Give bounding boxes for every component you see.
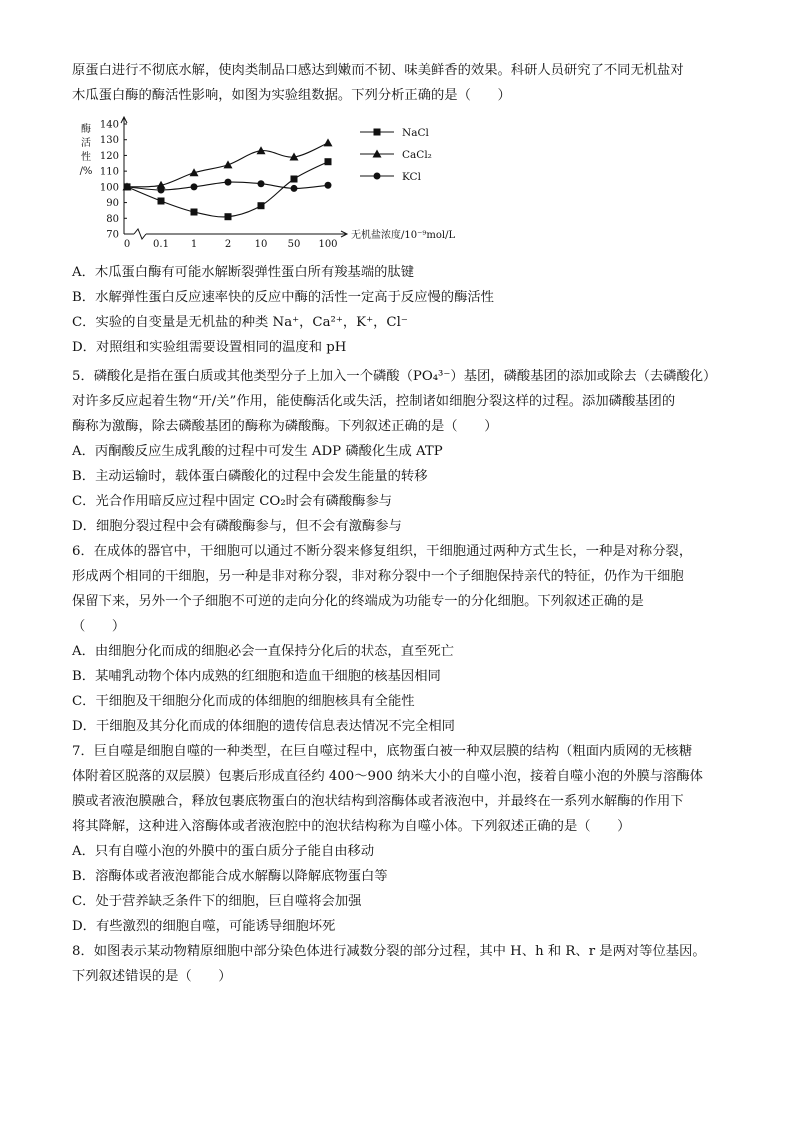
question-5 (72, 364, 732, 539)
q6-option-b: B．某哺乳动物个体内成熟的红细胞和造血干细胞的核基因相同 (72, 669, 441, 684)
q7-option-c: C．处于营养缺乏条件下的细胞，巨自噬将会加强 (72, 894, 362, 909)
chart-svg (72, 116, 492, 256)
q7-option-d: D．有些激烈的细胞自噬，可能诱导细胞坏死 (72, 919, 336, 934)
data-point-circle (124, 183, 131, 190)
q4-option-b: B．水解弹性蛋白反应速率快的反应中酶的活性一定高于反应慢的酶活性 (72, 290, 494, 305)
data-point-triangle (224, 160, 233, 168)
y-tick-label: 130 (99, 135, 119, 147)
x-tick-label: 0 (123, 239, 131, 250)
q5-option-b: B．主动运输时，载体蛋白磷酸化的过程中会发生能量的转移 (72, 469, 428, 484)
q4-stem-line-1: 原蛋白进行不彻底水解，使肉类制品口感达到嫩而不韧、味美鲜香的效果。科研人员研究了不同无机盐对 (72, 63, 684, 78)
page-content (72, 58, 732, 989)
x-axis-break (134, 229, 146, 239)
data-point-circle (258, 180, 265, 187)
y-tick-label: 110 (99, 166, 119, 178)
q4-stem-line-2: 木瓜蛋白酶的酶活性影响，如图为实验组数据。下列分析正确的是（ ） (72, 88, 511, 103)
x-tick-label: 50 (287, 239, 301, 250)
q8-stem-line-1: 8．如图表示某动物精原细胞中部分染色体进行减数分裂的部分过程，其中 H、h 和 R、r 是两对等位基因。 (72, 944, 706, 959)
q7-option-b: B．溶酶体或者液泡都能合成水解酶以降解底物蛋白等 (72, 869, 388, 884)
y-tick-label: 70 (106, 229, 119, 241)
q7-option-a: A．只有自噬小泡的外膜中的蛋白质分子能自由移动 (72, 844, 375, 859)
data-point-square (325, 158, 332, 165)
x-tick-label: 100 (318, 239, 338, 250)
question-8 (72, 939, 732, 989)
q7-stem-line-4: 将其降解，这种进入溶酶体或者液泡腔中的泡状结构称为自噬小体。下列叙述正确的是（ ） (72, 819, 631, 834)
question-7 (72, 739, 732, 939)
q6-option-c: C．干细胞及干细胞分化而成的体细胞的细胞核具有全能性 (72, 694, 415, 709)
data-point-square (191, 209, 198, 216)
y-axis-label-char: 酶 (81, 124, 91, 135)
data-point-triangle (324, 138, 333, 146)
legend-marker-square (374, 129, 381, 136)
q4-option-d: D．对照组和实验组需要设置相同的温度和 pH (72, 340, 347, 355)
data-point-square (291, 176, 298, 183)
y-tick-label: 80 (106, 213, 119, 225)
x-tick-label: 0.1 (153, 239, 169, 250)
q6-option-d: D．干细胞及其分化而成的体细胞的遗传信息表达情况不完全相同 (72, 719, 455, 734)
q4-option-a: A．木瓜蛋白酶有可能水解断裂弹性蛋白所有羧基端的肽键 (72, 265, 415, 280)
legend-marker-circle (374, 173, 381, 180)
x-axis-label: 无机盐浓度/10⁻⁹mol/L (351, 230, 456, 241)
data-point-circle (291, 185, 298, 192)
y-tick-label: 100 (99, 182, 119, 194)
y-tick-label: 90 (106, 198, 119, 210)
q5-option-a: A．丙酮酸反应生成乳酸的过程中可发生 ADP 磷酸化生成 ATP (72, 444, 443, 459)
y-tick-label: 140 (99, 119, 119, 131)
y-axis-label-char: /% (79, 166, 93, 177)
q6-stem-line-3: 保留下来，另外一个子细胞不可逆的走向分化的终端成为功能专一的分化细胞。下列叙述正确的是 (72, 594, 644, 609)
data-point-circle (191, 183, 198, 190)
series-line-square (127, 162, 328, 217)
x-tick-label: 2 (224, 239, 232, 250)
q7-stem-line-3: 膜或者液泡膜融合，释放包裹底物蛋白的泡状结构到溶酶体或者液泡中，并最终在一系列水解酶的作用下 (72, 794, 684, 809)
legend-label: CaCl₂ (402, 149, 432, 161)
data-point-circle (158, 187, 165, 194)
q5-option-c: C．光合作用暗反应过程中固定 CO₂时会有磷酸酶参与 (72, 494, 393, 509)
data-point-square (258, 202, 265, 209)
y-axis-label-char: 性 (81, 152, 91, 163)
q8-stem-line-2: 下列叙述错误的是（ ） (72, 969, 232, 984)
q6-stem-line-2: 形成两个相同的干细胞，另一种是非对称分裂，非对称分裂中一个子细胞保持亲代的特征，仍作为干细胞 (72, 569, 684, 584)
question-4 (72, 58, 732, 360)
legend-label: NaCl (402, 127, 429, 139)
enzyme-activity-chart (72, 116, 732, 256)
q4-option-c: C．实验的自变量是无机盐的种类 Na⁺，Ca²⁺，K⁺，Cl⁻ (72, 315, 408, 330)
q5-stem-line-1: 5．磷酸化是指在蛋白质或其他类型分子上加入一个磷酸（PO₄³⁻）基团，磷酸基团的添加或除去（去磷酸化） (72, 369, 717, 384)
data-point-square (158, 198, 165, 205)
data-point-circle (325, 182, 332, 189)
q7-stem-line-1: 7．巨自噬是细胞自噬的一种类型，在巨自噬过程中，底物蛋白被一种双层膜的结构（粗面内质网的无核糖 (72, 744, 693, 759)
legend-label: KCl (402, 171, 421, 183)
q6-option-a: A．由细胞分化而成的细胞必会一直保持分化后的状态，直至死亡 (72, 644, 454, 659)
y-axis-label-char: 活 (81, 138, 91, 149)
y-tick-label: 120 (99, 150, 119, 162)
q6-stem-line-1: 6．在成体的器官中，干细胞可以通过不断分裂来修复组织，干细胞通过两种方式生长，一种是对称分裂， (72, 544, 693, 559)
data-point-circle (225, 179, 232, 186)
q5-option-d: D．细胞分裂过程中会有磷酸酶参与，但不会有激酶参与 (72, 519, 402, 534)
x-tick-label: 10 (254, 239, 268, 250)
data-point-square (225, 213, 232, 220)
q5-stem-line-2: 对许多反应起着生物“开/关”作用，能使酶活化或失活，控制诸如细胞分裂这样的过程。添加磷酸基团的 (72, 394, 676, 409)
x-tick-label: 1 (190, 239, 198, 250)
q5-stem-line-3: 酶称为激酶，除去磷酸基团的酶称为磷酸酶。下列叙述正确的是（ ） (72, 419, 498, 434)
q7-stem-line-2: 体附着区脱落的双层膜）包裹后形成直径约 400～900 纳米大小的自噬小泡，接着自噬小泡的外膜与溶酶体 (72, 769, 703, 784)
question-6 (72, 539, 732, 739)
q6-stem-line-4: （ ） (72, 619, 126, 634)
